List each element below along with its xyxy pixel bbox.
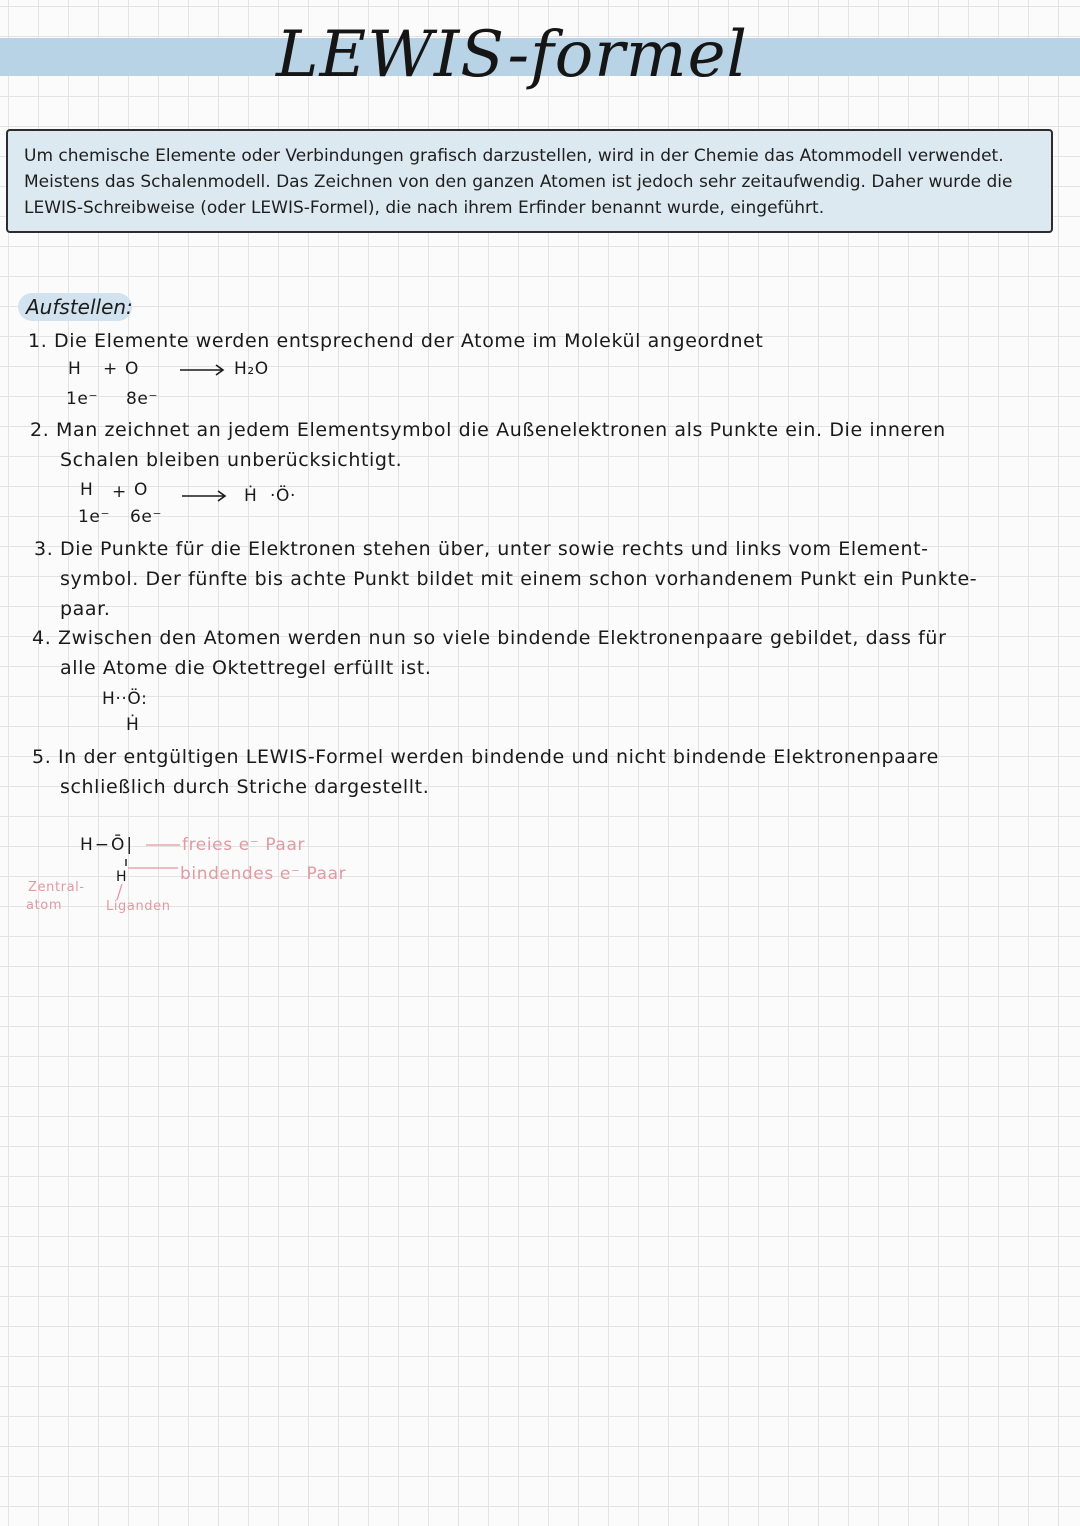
eq2-h-electrons: 1e⁻ <box>78 507 111 527</box>
eq2-o-electrons: 6e⁻ <box>130 507 163 527</box>
eq2-plus: + <box>112 482 127 502</box>
eq2-o: O <box>134 480 148 500</box>
section-label: Aufstellen: <box>26 295 133 319</box>
eq1-h-electrons: 1e⁻ <box>66 389 99 409</box>
label-atom: atom <box>26 898 63 913</box>
final-formula: H−Ō| <box>80 835 135 855</box>
intro-line: Um chemische Elemente oder Verbindungen grafisch darzustellen, wird in der Chemie das Atommodell verwendet. <box>24 146 1004 166</box>
page-title: LEWIS-formel <box>276 18 748 92</box>
eq3-line: Ḣ <box>126 715 140 735</box>
eq2-product-o: ·Ö· <box>270 486 296 506</box>
intro-line: LEWIS-Schreibweise (oder LEWIS-Formel), die nach ihrem Erfinder benannt wurde, eingeführt. <box>24 198 825 218</box>
step-3-line: symbol. Der fünfte bis achte Punkt bildet mit einem schon vorhandenem Punkt ein Punkte- <box>60 568 978 590</box>
step-2-line: 2. Man zeichnet an jedem Elementsymbol die Außenelektronen als Punkte ein. Die inneren <box>30 419 946 441</box>
eq1-o: O <box>125 359 139 379</box>
step-1: 1. Die Elemente werden entsprechend der Atome im Molekül angeordnet <box>28 330 764 352</box>
step-3-line: paar. <box>60 598 111 620</box>
label-liganden: Liganden <box>106 899 171 914</box>
eq1-o-electrons: 8e⁻ <box>126 389 159 409</box>
step-2-line: Schalen bleiben unberücksichtigt. <box>60 449 403 471</box>
step-5-line: schließlich durch Striche dargestellt. <box>60 776 430 798</box>
label-free-pair: freies e⁻ Paar <box>182 835 306 855</box>
label-zentral: Zentral- <box>28 880 85 895</box>
final-h-below: H <box>116 869 128 885</box>
eq2-product-h: Ḣ <box>244 486 258 506</box>
intro-line: Meistens das Schalenmodell. Das Zeichnen von den ganzen Atomen ist jedoch sehr zeitaufwendig. Daher wurde die <box>24 172 1013 192</box>
step-4-line: alle Atome die Oktettregel erfüllt ist. <box>60 657 432 679</box>
eq1-plus: + <box>103 359 118 379</box>
step-4-line: 4. Zwischen den Atomen werden nun so viele bindende Elektronenpaare gebildet, dass für <box>32 627 947 649</box>
eq3-line: H··Ö: <box>102 689 148 709</box>
step-5-line: 5. In der entgültigen LEWIS-Formel werden bindende und nicht bindende Elektronenpaare <box>32 746 939 768</box>
label-binding-pair: bindendes e⁻ Paar <box>180 864 347 884</box>
step-3-line: 3. Die Punkte für die Elektronen stehen über, unter sowie rechts und links vom Element- <box>34 538 929 560</box>
eq2-h: H <box>80 480 94 500</box>
eq1-h: H <box>68 359 82 379</box>
eq1-product: H₂O <box>234 359 269 379</box>
